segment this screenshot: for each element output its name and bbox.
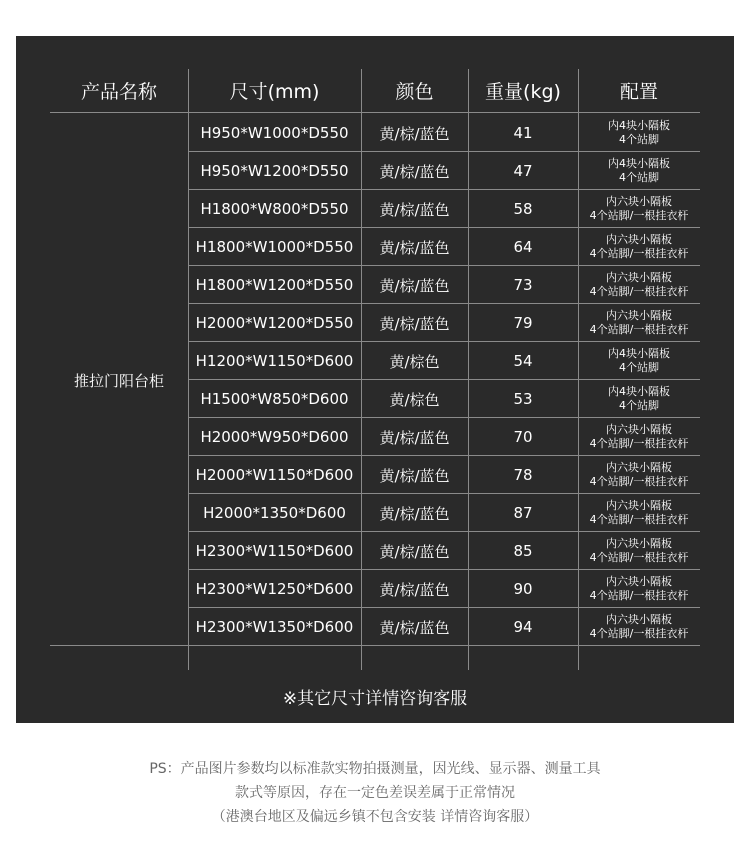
header-size: 尺寸(mm) [229,81,320,103]
config-line: 4个站脚/一根挂衣杆 [589,627,689,640]
config-cell [578,608,700,646]
config-cell [578,494,700,532]
header-weight: 重量(kg) [485,81,561,103]
weight-cell: 94 [513,618,533,636]
color-cell: 黄/棕/蓝色 [379,580,450,599]
color-cell: 黄/棕/蓝色 [379,428,450,447]
color-cell: 黄/棕/蓝色 [379,276,450,295]
config-line: 内六块小隔板 [606,461,672,474]
config-line: 内六块小隔板 [606,423,672,436]
product-name-cell: 推拉门阳台柜 [73,371,164,390]
weight-cell: 85 [513,542,533,560]
size-cell: H1800*W1200*D550 [195,276,354,294]
header-divider [50,112,700,113]
weight-cell: 41 [513,124,533,142]
config-line: 4个站脚/一根挂衣杆 [589,285,689,298]
config-cell [578,456,700,494]
config-line: 内六块小隔板 [606,575,672,588]
config-cell [578,532,700,570]
size-cell: H2300*W1250*D600 [195,580,354,598]
size-cell: H2300*W1350*D600 [195,618,354,636]
size-cell: H950*W1200*D550 [200,162,349,180]
config-line: 内六块小隔板 [606,233,672,246]
config-cell [578,190,700,228]
color-cell: 黄/棕/蓝色 [379,618,450,637]
config-line: 内4块小隔板 [608,347,670,360]
config-line: 内六块小隔板 [606,195,672,208]
config-line: 内六块小隔板 [606,271,672,284]
weight-cell: 47 [513,162,533,180]
config-line: 内4块小隔板 [608,157,670,170]
weight-cell: 53 [513,390,533,408]
config-line: 内4块小隔板 [608,119,670,132]
color-cell: 黄/棕色 [389,390,440,409]
size-cell: H1800*W1000*D550 [195,238,354,256]
header-product-name: 产品名称 [80,81,157,103]
size-cell: H1500*W850*D600 [200,390,349,408]
config-cell [578,418,700,456]
color-cell: 黄/棕/蓝色 [379,542,450,561]
color-cell: 黄/棕/蓝色 [379,124,450,143]
config-line: 4个站脚/一根挂衣杆 [589,475,689,488]
size-cell: H2000*W1150*D600 [195,466,354,484]
weight-cell: 90 [513,580,533,598]
color-cell: 黄/棕色 [389,352,440,371]
size-cell: H2000*W1200*D550 [195,314,354,332]
size-cell: H2000*W950*D600 [200,428,349,446]
config-line: 内六块小隔板 [606,613,672,626]
weight-cell: 58 [513,200,533,218]
ps-note-line-1: PS：产品图片参数均以标准款实物拍摄测量，因光线、显示器、测量工具 [149,761,601,777]
weight-cell: 79 [513,314,533,332]
config-cell [578,114,700,152]
config-line: 4个站脚 [619,361,659,374]
config-cell [578,570,700,608]
config-line: 4个站脚 [619,133,659,146]
config-line: 4个站脚/一根挂衣杆 [589,323,689,336]
config-line: 4个站脚/一根挂衣杆 [589,589,689,602]
config-cell [578,228,700,266]
config-cell [578,266,700,304]
weight-cell: 54 [513,352,533,370]
config-line: 内六块小隔板 [606,537,672,550]
size-cell: H1200*W1150*D600 [195,352,354,370]
config-cell [578,342,700,380]
header-config: 配置 [619,81,658,103]
weight-cell: 78 [513,466,533,484]
color-cell: 黄/棕/蓝色 [379,238,450,257]
config-cell [578,304,700,342]
weight-cell: 70 [513,428,533,446]
ps-note-line-2: 款式等原因，存在一定色差误差属于正常情况 [235,785,515,801]
config-line: 4个站脚/一根挂衣杆 [589,247,689,260]
config-line: 内4块小隔板 [608,385,670,398]
color-cell: 黄/棕/蓝色 [379,200,450,219]
config-line: 内六块小隔板 [606,309,672,322]
size-cell: H2300*W1150*D600 [195,542,354,560]
other-sizes-note: ※其它尺寸详情咨询客服 [282,688,468,709]
config-line: 4个站脚/一根挂衣杆 [589,209,689,222]
size-cell: H1800*W800*D550 [200,200,349,218]
config-cell [578,152,700,190]
config-line: 4个站脚/一根挂衣杆 [589,513,689,526]
config-line: 4个站脚 [619,171,659,184]
size-cell: H950*W1000*D550 [200,124,349,142]
config-line: 4个站脚 [619,399,659,412]
config-line: 4个站脚/一根挂衣杆 [589,551,689,564]
weight-cell: 87 [513,504,533,522]
config-line: 4个站脚/一根挂衣杆 [589,437,689,450]
config-cell [578,380,700,418]
size-cell: H2000*1350*D600 [203,504,346,522]
header-color: 颜色 [395,81,434,103]
weight-cell: 64 [513,238,533,256]
color-cell: 黄/棕/蓝色 [379,314,450,333]
color-cell: 黄/棕/蓝色 [379,466,450,485]
color-cell: 黄/棕/蓝色 [379,504,450,523]
config-line: 内六块小隔板 [606,499,672,512]
ps-note-line-3: （港澳台地区及偏远乡镇不包含安装 详情咨询客服） [211,809,539,825]
color-cell: 黄/棕/蓝色 [379,162,450,181]
weight-cell: 73 [513,276,533,294]
